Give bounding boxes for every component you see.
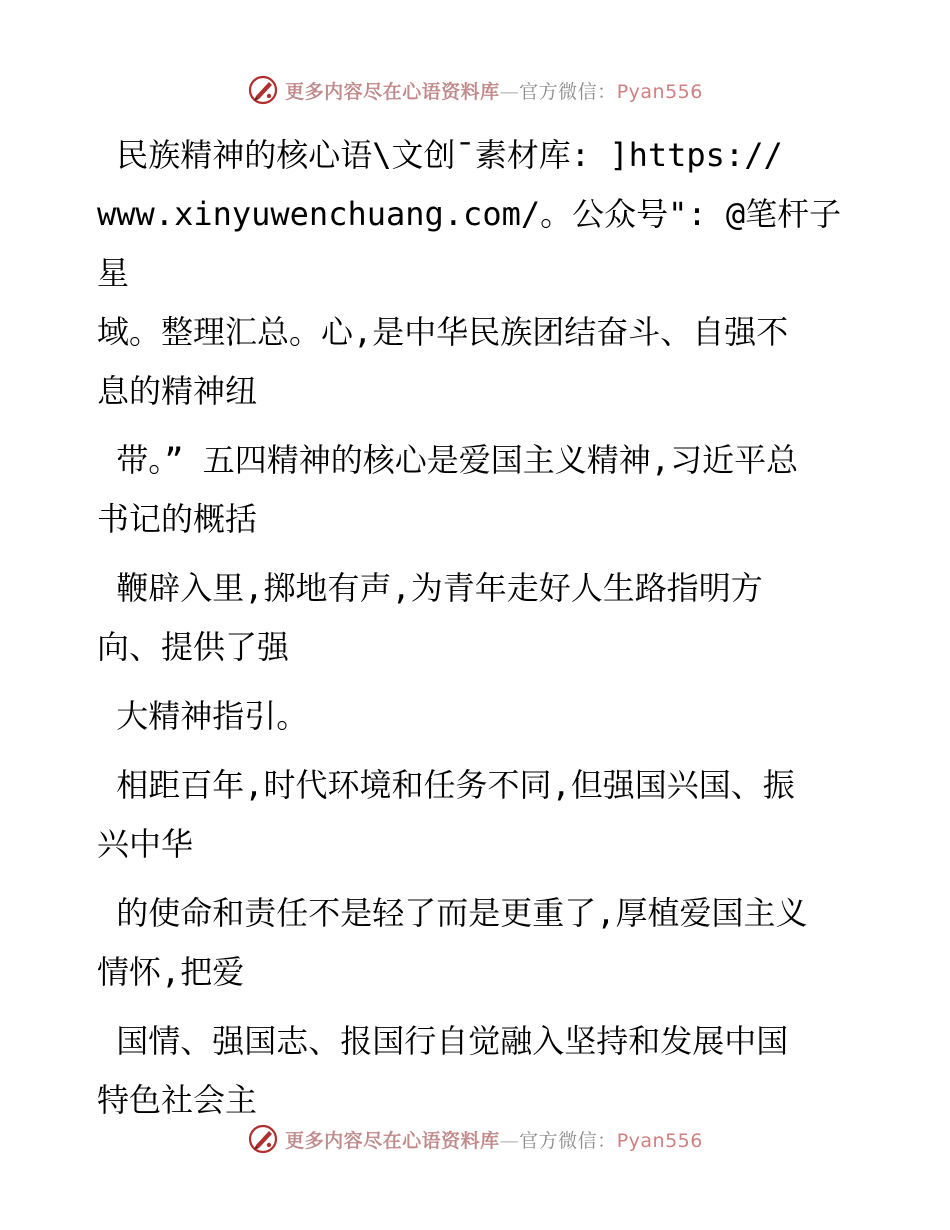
header-banner-main: 更多内容尽在心语资料库 bbox=[285, 80, 500, 103]
paragraph: 相距百年,时代环境和任务不同,但强国兴国、振 兴中华 bbox=[97, 766, 795, 863]
paragraph: 鞭辟入里,掷地有声,为青年走好人生路指明方 向、提供了强 bbox=[97, 569, 763, 666]
header-banner-official: 官方微信： bbox=[519, 80, 617, 103]
pen-circle-logo-icon bbox=[247, 1123, 279, 1155]
header-banner bbox=[0, 70, 950, 110]
footer-banner-content bbox=[247, 1123, 703, 1155]
header-banner-content bbox=[247, 74, 703, 106]
footer-wechat-id: Pyan556 bbox=[616, 1129, 703, 1152]
footer-banner bbox=[0, 1119, 950, 1159]
pen-circle-logo-icon bbox=[247, 74, 279, 106]
paragraph: 国情、强国志、报国行自觉融入坚持和发展中国 特色社会主 bbox=[97, 1022, 789, 1119]
paragraph: 民族精神的核心语\文创¯素材库: ]https:// www.xinyuwenchuang.com/。公众号": @笔杆子星 域。整理汇总。心,是中华民族团结奋斗、自强不 息的精神纽 bbox=[97, 136, 842, 410]
footer-banner-official: 官方微信： bbox=[519, 1129, 617, 1152]
header-banner-separator: — bbox=[499, 80, 520, 103]
header-banner-text bbox=[285, 77, 703, 104]
footer-banner-main: 更多内容尽在心语资料库 bbox=[285, 1129, 500, 1152]
header-wechat-id: Pyan556 bbox=[616, 80, 703, 103]
document-body bbox=[97, 126, 857, 1140]
footer-banner-separator: — bbox=[499, 1129, 520, 1152]
paragraph: 带。” 五四精神的核心是爱国主义精神,习近平总 书记的概括 bbox=[97, 441, 799, 538]
paragraph: 的使命和责任不是轻了而是更重了,厚植爱国主义 情怀,把爱 bbox=[97, 894, 808, 991]
paragraph: 大精神指引。 bbox=[97, 697, 309, 735]
footer-banner-text bbox=[285, 1126, 703, 1153]
